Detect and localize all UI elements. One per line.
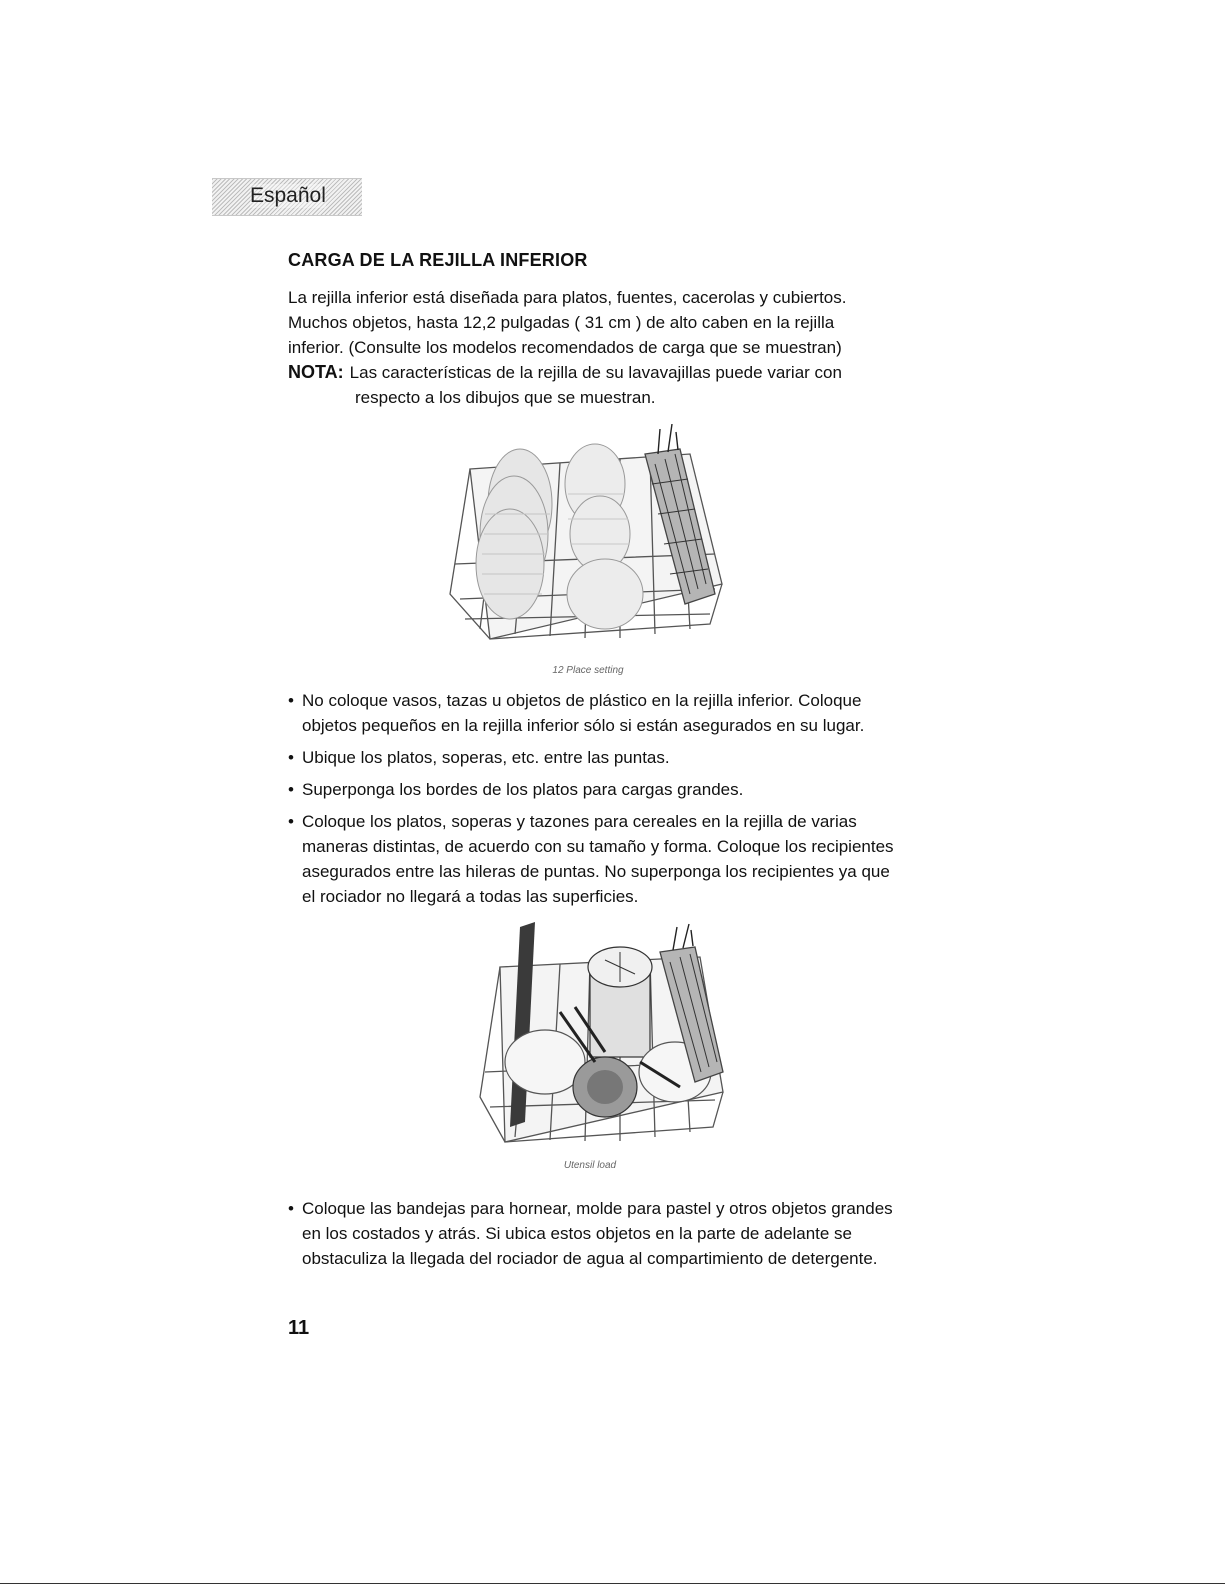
page-bottom-rule <box>0 1583 1225 1584</box>
figure-caption: Utensil load <box>563 1160 617 1171</box>
bullet-list <box>288 688 948 916</box>
section-title: CARGA DE LA REJILLA INFERIOR <box>288 250 588 270</box>
utensil-load-figure <box>465 922 730 1152</box>
list-item: • Coloque las bandejas para hornear, molde para pastel y otros objetos grandes en los costados y atrás. Si ubica estos objetos en la parte de adelante se obstaculiza la llegada del rociador de agua al compartimiento de detergente. <box>288 1196 948 1271</box>
language-tab <box>212 178 362 216</box>
intro-line: inferior. (Consulte los modelos recomendados de carga que se muestran) <box>288 338 842 357</box>
dish-rack-place-setting-illustration <box>440 424 730 652</box>
intro-paragraph <box>288 285 948 360</box>
note-text-line1: Las características de la rejilla de su lavavajillas puede variar con <box>349 363 842 382</box>
place-setting-figure <box>440 424 730 652</box>
list-item: • No coloque vasos, tazas u objetos de plástico en la rejilla inferior. Coloque objetos pequeños en la rejilla inferior sólo si están asegurados en su lugar. <box>288 688 948 738</box>
list-item: • Ubique los platos, soperas, etc. entre las puntas. <box>288 745 948 770</box>
bullet-list <box>288 1196 948 1278</box>
list-item: • Coloque los platos, soperas y tazones para cereales en la rejilla de varias maneras distintas, de acuerdo con su tamaño y forma. Coloque los recipientes asegurados entre las hileras de puntas. No superponga los recipientes ya que el rociador no llegará a todas las superficies. <box>288 809 948 909</box>
figure-caption: 12 Place setting <box>552 665 624 676</box>
note-block <box>288 360 948 410</box>
intro-line: La rejilla inferior está diseñada para platos, fuentes, cacerolas y cubiertos. <box>288 288 847 307</box>
list-item: • Superponga los bordes de los platos para cargas grandes. <box>288 777 948 802</box>
page-number: 11 <box>288 1317 310 1339</box>
dish-rack-utensil-load-illustration <box>465 922 730 1152</box>
intro-line: Muchos objetos, hasta 12,2 pulgadas ( 31 cm ) de alto caben en la rejilla <box>288 313 835 332</box>
note-text-line2: respecto a los dibujos que se muestran. <box>355 388 656 407</box>
note-label: NOTA: <box>288 362 344 382</box>
language-tab-label: Español <box>250 184 326 207</box>
